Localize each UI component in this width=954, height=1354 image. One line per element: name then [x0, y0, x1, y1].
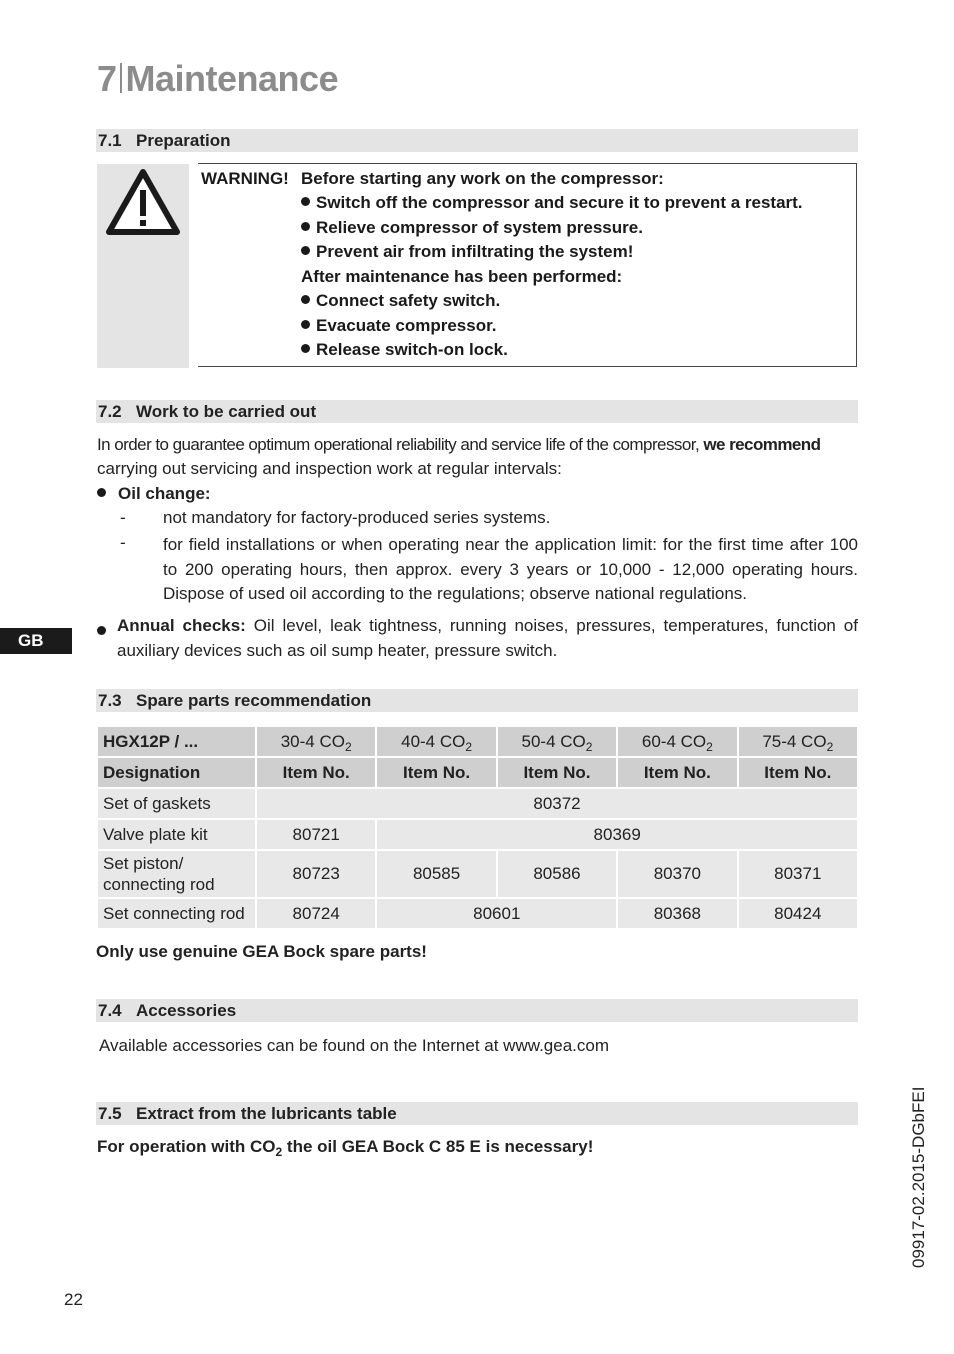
table-cell: Item No. — [498, 758, 616, 787]
warning-icon-panel — [97, 164, 189, 368]
table-cell: 30-4 $CO_2$ — [257, 727, 375, 756]
warning-triangle-icon — [105, 168, 181, 238]
warning-item: Release switch-on lock. — [301, 340, 508, 360]
table-cell: 80721 — [257, 820, 375, 849]
section-heading-accessories — [96, 999, 858, 1022]
work-intro-line-1: In order to guarantee optimum operational reliability and service life of the compressor, we recommend — [97, 435, 821, 454]
bullet-icon — [301, 197, 310, 206]
table-cell: Item No. — [739, 758, 857, 787]
annual-bullet — [97, 622, 112, 642]
section-heading-work — [96, 400, 858, 423]
warning-after-heading: After maintenance has been performed: — [301, 267, 623, 286]
bullet-icon — [301, 246, 310, 255]
table-row — [98, 820, 857, 849]
section-heading-preparation — [96, 129, 858, 152]
table-cell: Item No. — [257, 758, 375, 787]
table-cell: 80724 — [257, 899, 375, 928]
table-cell: 40-4 $CO_2$ — [377, 727, 495, 756]
dash-marker: - — [120, 533, 126, 552]
chapter-heading — [97, 58, 338, 100]
bullet-icon — [301, 320, 310, 329]
section-title: Spare parts recommendation — [136, 691, 372, 710]
table-row — [98, 899, 857, 928]
bullet-icon — [301, 295, 310, 304]
table-cell: Set piston/ connecting rod — [98, 851, 255, 897]
dash-marker: - — [120, 508, 126, 527]
table-cell: 75-4 $CO_2$ — [739, 727, 857, 756]
warning-item: Prevent air from infiltrating the system! — [301, 242, 633, 262]
warning-item: Switch off the compressor and secure it to prevent a restart. — [301, 193, 803, 213]
warning-item: Relieve compressor of system pressure. — [301, 218, 643, 238]
warning-item: Connect safety switch. — [301, 291, 500, 311]
section-number: 7.5 — [98, 1104, 122, 1123]
section-number: 7.3 — [98, 691, 122, 710]
table-cell: Valve plate kit — [98, 820, 255, 849]
table-cell: 80372 — [257, 789, 857, 818]
section-number: 7.4 — [98, 1001, 122, 1020]
table-cell: Designation — [98, 758, 255, 787]
spare-parts-note: Only use genuine GEA Bock spare parts! — [96, 942, 427, 961]
section-heading-spare-parts — [96, 689, 858, 712]
page-number: 22 — [64, 1290, 83, 1309]
table-cell: 80424 — [739, 899, 857, 928]
chapter-number: 7 — [97, 58, 117, 99]
warning-item: Evacuate compressor. — [301, 316, 496, 336]
accessories-text: Available accessories can be found on the Internet at www.gea.com — [99, 1036, 609, 1055]
lubricants-text: For operation with $CO_2$ the oil GEA Bock C 85 E is necessary! — [97, 1137, 594, 1159]
table-row — [98, 758, 857, 787]
section-heading-lubricants — [96, 1102, 858, 1125]
chapter-title: Maintenance — [125, 58, 339, 99]
document-id: 09917-02.2015-DGbFEI — [909, 1086, 928, 1268]
section-title: Preparation — [136, 131, 231, 150]
table-cell: Item No. — [618, 758, 736, 787]
section-title: Extract from the lubricants table — [136, 1104, 397, 1123]
section-title: Accessories — [136, 1001, 237, 1020]
table-cell: 80601 — [377, 899, 616, 928]
table-cell: 60-4 $CO_2$ — [618, 727, 736, 756]
bullet-icon — [97, 488, 106, 497]
table-row — [98, 789, 857, 818]
table-row — [98, 727, 857, 756]
bullet-icon — [301, 344, 310, 353]
table-cell: 80723 — [257, 851, 375, 897]
warning-before-heading: Before starting any work on the compressor: — [301, 169, 664, 188]
emphasis-text: we recommend — [703, 435, 821, 454]
table-cell: 80371 — [739, 851, 857, 897]
warning-label: WARNING! — [201, 169, 289, 188]
annual-checks-text: Annual checks: Oil level, leak tightness, running noises, pressures, temperatures, function of auxiliary devices such as oil sump heater, pressure switch. — [117, 616, 858, 660]
bullet-icon — [301, 222, 310, 231]
section-number: 7.1 — [98, 131, 122, 150]
bullet-icon — [97, 626, 106, 635]
table-cell: Set connecting rod — [98, 899, 255, 928]
table-cell: Item No. — [377, 758, 495, 787]
table-cell: Set of gaskets — [98, 789, 255, 818]
section-title: Work to be carried out — [136, 402, 317, 421]
section-number: 7.2 — [98, 402, 122, 421]
table-row — [98, 851, 857, 897]
annual-checks-label: Annual checks: — [117, 616, 246, 635]
oil-change-label: Oil change: — [97, 484, 211, 504]
chapter-separator — [120, 63, 122, 93]
work-intro-line-2: carrying out servicing and inspection work at regular intervals: — [97, 459, 562, 478]
table-cell: 80370 — [618, 851, 736, 897]
table-cell: 80369 — [377, 820, 857, 849]
oil-change-item: not mandatory for factory-produced series systems. — [163, 508, 551, 527]
table-cell: 80585 — [377, 851, 495, 897]
table-cell: 50-4 $CO_2$ — [498, 727, 616, 756]
table-cell: HGX12P / ... — [98, 727, 255, 756]
table-cell: 80586 — [498, 851, 616, 897]
oil-change-item: for field installations or when operating near the application limit: for the first time after 100 to 200 operating hours, then approx. every 3 years or 10,000 - 12,000 operating hours. Dispose of used oil according to the regulations; observe national regulations. — [163, 535, 858, 603]
table-cell: 80368 — [618, 899, 736, 928]
spare-parts-table — [96, 725, 859, 930]
language-tab: GB — [0, 628, 72, 654]
